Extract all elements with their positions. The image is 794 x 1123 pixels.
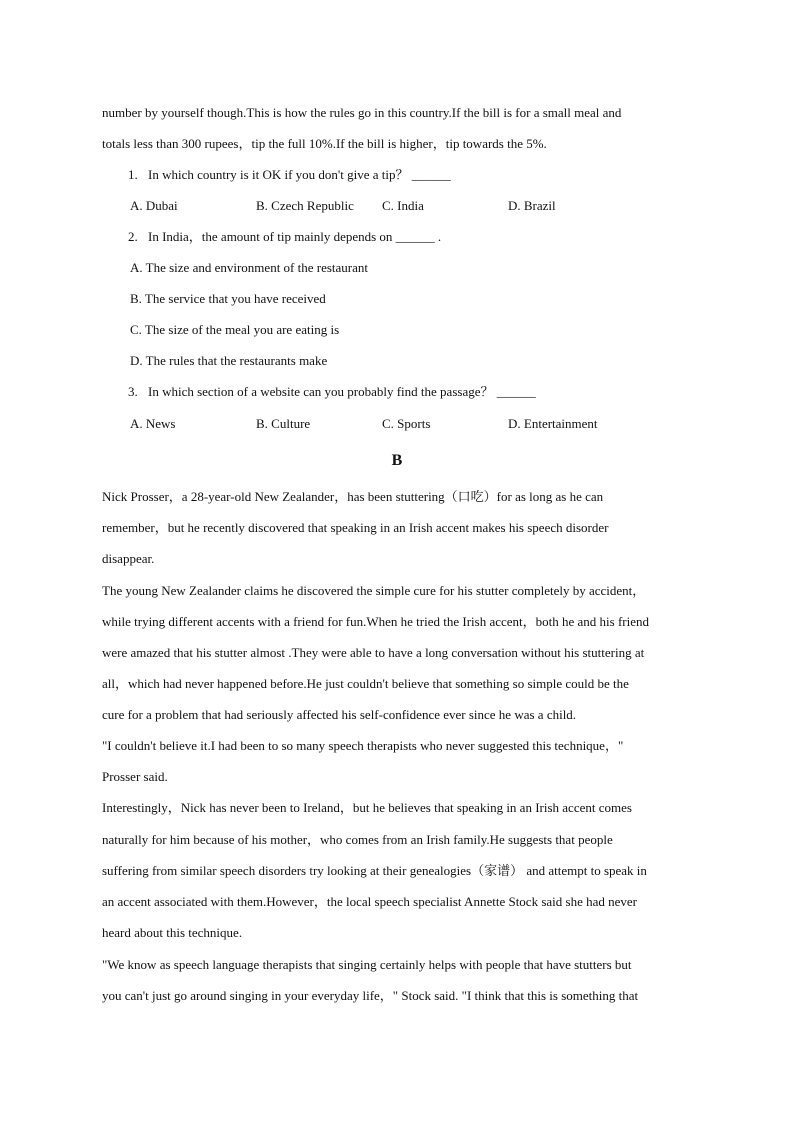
passage-b-line: an accent associated with them.However，the local speech specialist Annette Stock said she had never bbox=[102, 894, 637, 909]
option-b: B. The service that you have received bbox=[130, 291, 326, 306]
passage-b-line: Prosser said. bbox=[102, 769, 168, 784]
passage-b-line: "I couldn't believe it.I had been to so many speech therapists who never suggested this technique，" bbox=[102, 738, 624, 753]
passage-b-line: naturally for him because of his mother，who comes from an Irish family.He suggests that people bbox=[102, 832, 613, 847]
passage-b-line: Interestingly，Nick has never been to Ireland，but he believes that speaking in an Irish accent comes bbox=[102, 800, 632, 815]
question-number: 3. bbox=[128, 384, 138, 399]
passage-b-line: were amazed that his stutter almost .They were able to have a long conversation without his stuttering at bbox=[102, 645, 645, 660]
passage-b-line: Nick Prosser，a 28-year-old New Zealander，has been stuttering（口吃）for as long as he can bbox=[102, 489, 604, 504]
question-stem: In which section of a website can you probably find the passage？ ______ bbox=[148, 384, 536, 399]
option-b: B. Culture bbox=[256, 416, 311, 431]
question-3 bbox=[128, 384, 728, 400]
passage-b-line: heard about this technique. bbox=[102, 925, 243, 940]
section-heading: B bbox=[391, 452, 403, 469]
question-1 bbox=[128, 167, 728, 183]
option-c: C. India bbox=[382, 198, 424, 213]
passage-b-line: all，which had never happened before.He just couldn't believe that something so simple could be the bbox=[102, 676, 629, 691]
question-stem: In which country is it OK if you don't give a tip？ ______ bbox=[148, 167, 451, 182]
option-a: A. Dubai bbox=[130, 198, 178, 213]
passage-b-line: suffering from similar speech disorders try looking at their genealogies（家谱） and attempt to speak in bbox=[102, 863, 647, 878]
option-d: D. Entertainment bbox=[508, 416, 598, 431]
option-a: A. The size and environment of the restaurant bbox=[130, 260, 369, 275]
passage-a-line: totals less than 300 rupees，tip the full 10%.If the bill is higher，tip towards the 5%. bbox=[102, 136, 547, 151]
passage-b-line: you can't just go around singing in your everyday life，" Stock said. "I think that this is something that bbox=[102, 988, 639, 1003]
option-d: D. The rules that the restaurants make bbox=[130, 353, 328, 368]
option-b: B. Czech Republic bbox=[256, 198, 354, 213]
passage-b-line: cure for a problem that had seriously affected his self-confidence ever since he was a child. bbox=[102, 707, 577, 722]
option-d: D. Brazil bbox=[508, 198, 556, 213]
passage-a-line: number by yourself though.This is how the rules go in this country.If the bill is for a small meal and bbox=[102, 105, 622, 120]
option-c: C. Sports bbox=[382, 416, 431, 431]
question-number: 2. bbox=[128, 229, 138, 244]
question-number: 1. bbox=[128, 167, 138, 182]
passage-b-line: remember，but he recently discovered that speaking in an Irish accent makes his speech disorder bbox=[102, 520, 609, 535]
passage-b-line: "We know as speech language therapists that singing certainly helps with people that have stutters but bbox=[102, 957, 632, 972]
option-a: A. News bbox=[130, 416, 176, 431]
passage-b-line: disappear. bbox=[102, 551, 155, 566]
passage-b-line: while trying different accents with a friend for fun.When he tried the Irish accent，both he and his friend bbox=[102, 614, 650, 629]
question-stem: In India，the amount of tip mainly depends on ______ . bbox=[148, 229, 442, 244]
option-c: C. The size of the meal you are eating is bbox=[130, 322, 340, 337]
question-2 bbox=[128, 229, 728, 245]
passage-b-line: The young New Zealander claims he discovered the simple cure for his stutter completely by accident， bbox=[102, 583, 646, 598]
